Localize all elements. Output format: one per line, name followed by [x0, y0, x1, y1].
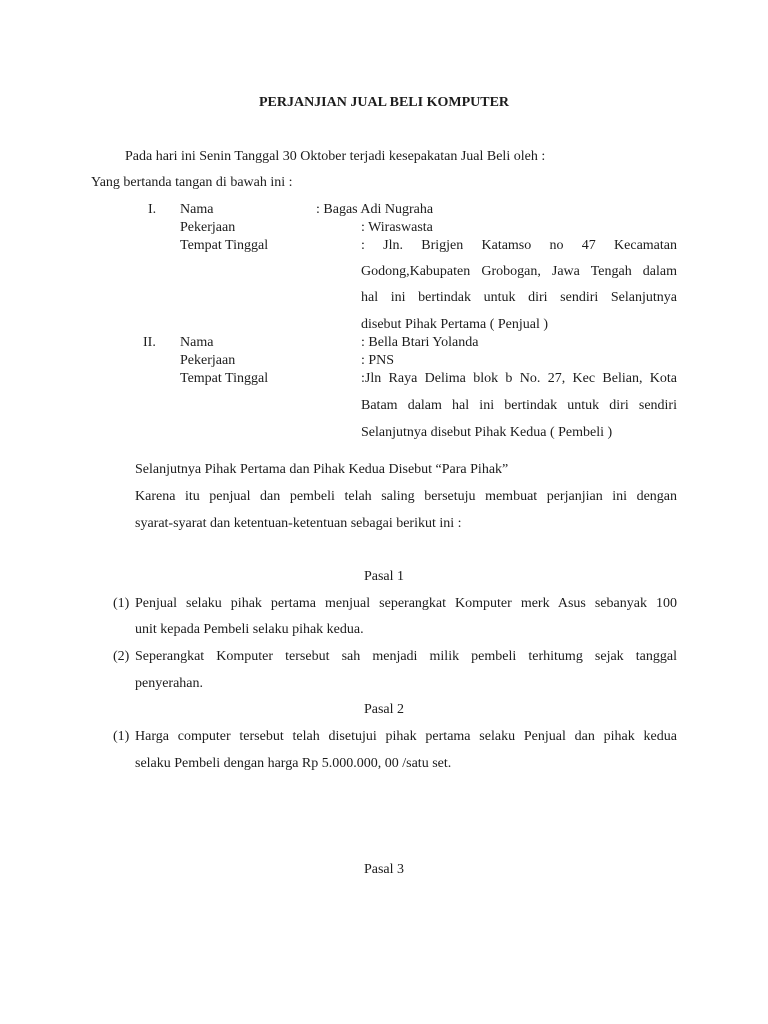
pasal-1-item-line: unit kepada Pembeli selaku pihak kedua. — [135, 622, 364, 637]
party-two-job-label: Pekerjaan — [180, 353, 236, 368]
pasal-2-heading: Pasal 2 — [363, 702, 405, 717]
party-one-job-label: Pekerjaan — [180, 220, 236, 235]
party-one-address-line: : Jln. Brigjen Katamso no 47 Kecamatan — [361, 238, 677, 253]
party-two-name-label: Nama — [180, 335, 214, 350]
pasal-2-item-number: (1) — [113, 729, 130, 744]
agreement-line: Karena itu penjual dan pembeli telah saling bersetuju membuat perjanjian ini dengan — [135, 489, 677, 504]
pasal-1-item-line: penyerahan. — [135, 676, 204, 691]
party-one-address-line: disebut Pihak Pertama ( Penjual ) — [361, 317, 549, 332]
party-one-name-label: Nama — [180, 202, 214, 217]
pasal-2-item-line: Harga computer tersebut telah disetujui pihak pertama selaku Penjual dan pihak kedua — [135, 729, 677, 744]
party-two-address-line: :Jln Raya Delima blok b No. 27, Kec Belian, Kota — [361, 371, 677, 386]
pasal-1-heading: Pasal 1 — [363, 569, 405, 584]
agreement-line: syarat-syarat dan ketentuan-ketentuan sebagai berikut ini : — [135, 516, 462, 531]
pasal-1-item-line: Seperangkat Komputer tersebut sah menjadi milik pembeli terhitumg sejak tanggal — [135, 649, 677, 664]
party-two-job-value: : PNS — [361, 353, 395, 368]
undersigned-text: Yang bertanda tangan di bawah ini : — [91, 175, 293, 190]
party-two-address-label: Tempat Tinggal — [180, 371, 269, 386]
pasal-3-heading: Pasal 3 — [363, 862, 405, 877]
party-two-address-line: Batam dalam hal ini bertindak untuk diri sendiri — [361, 398, 677, 413]
party-one-name-value: : Bagas Adi Nugraha — [316, 202, 434, 217]
party-two-numeral: II. — [143, 335, 156, 350]
party-two-address-line: Selanjutnya disebut Pihak Kedua ( Pembeli ) — [361, 425, 613, 440]
party-one-address-line: Godong,Kabupaten Grobogan, Jawa Tengah dalam — [361, 264, 677, 279]
pasal-2-item-line: selaku Pembeli dengan harga Rp 5.000.000, 00 /satu set. — [135, 756, 452, 771]
party-one-address-label: Tempat Tinggal — [180, 238, 269, 253]
opening-paragraph: Pada hari ini Senin Tanggal 30 Oktober terjadi kesepakatan Jual Beli oleh : — [125, 149, 546, 164]
party-two-name-value: : Bella Btari Yolanda — [361, 335, 479, 350]
para-pihak-text: Selanjutnya Pihak Pertama dan Pihak Kedua Disebut “Para Pihak” — [135, 462, 509, 477]
document-title: PERJANJIAN JUAL BELI KOMPUTER — [258, 95, 510, 110]
party-one-numeral: I. — [148, 202, 157, 217]
pasal-1-item-number: (1) — [113, 596, 130, 611]
party-one-address-line: hal ini bertindak untuk diri sendiri Selanjutnya — [361, 290, 677, 305]
party-one-job-value: : Wiraswasta — [361, 220, 433, 235]
pasal-1-item-line: Penjual selaku pihak pertama menjual seperangkat Komputer merk Asus sebanyak 100 — [135, 596, 677, 611]
pasal-1-item-number: (2) — [113, 649, 130, 664]
